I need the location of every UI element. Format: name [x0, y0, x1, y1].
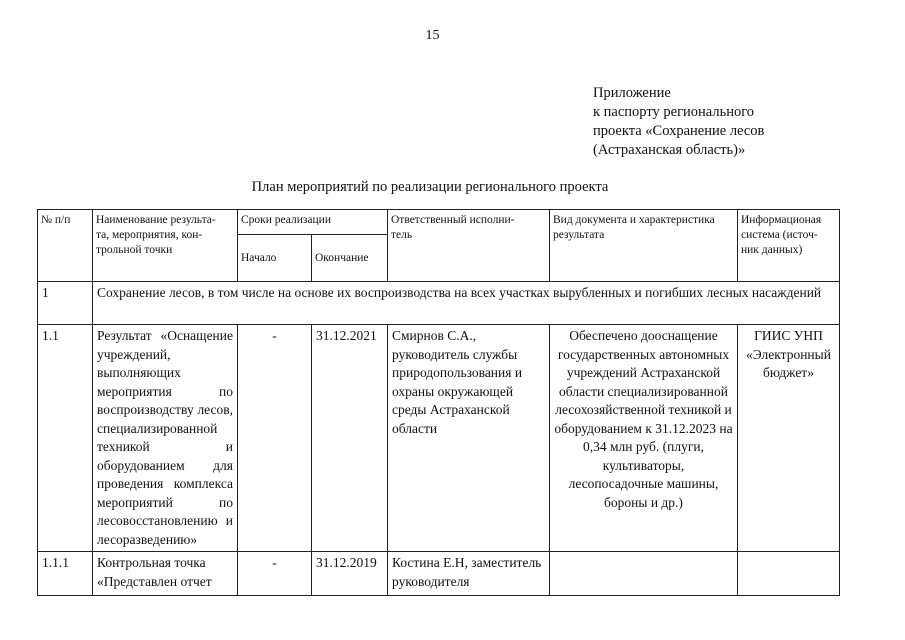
- section-row: [38, 282, 840, 325]
- header-end: Окончание: [312, 235, 388, 282]
- row-num: 1.1.1: [38, 552, 93, 596]
- header-info-line: Информационая: [741, 214, 822, 226]
- row-responsible: Костина Е.Н, заместитель руководителя: [388, 552, 550, 596]
- row-responsible: Смирнов С.А., руководитель службы природопользования и охраны окружающей среды Астраханской области: [388, 325, 550, 552]
- section-title: Сохранение лесов, в том числе на основе их воспроизводства на всех участках вырубленных и погибших лесных насаждений: [93, 282, 840, 325]
- row-name: Контрольная точка «Представлен отчет: [93, 552, 238, 596]
- row-num: 1.1: [38, 325, 93, 552]
- header-info-line: система (источ-: [741, 229, 818, 241]
- header-name-line: трольной точки: [96, 244, 173, 256]
- appendix-line-2: к паспорту регионального: [593, 104, 755, 120]
- page-number: 15: [425, 28, 440, 43]
- row-start: -: [238, 325, 312, 552]
- header-document-line: результата: [553, 229, 605, 241]
- row-document: [550, 552, 738, 596]
- row-document: Обеспечено дооснащение государственных автономных учреждений Астраханской области специализированной лесохозяйственной техникой и оборудованием к 31.12.2023 на 0,34 млн руб. (плуги, культиваторы, лесопосадочные машины, бороны и др.): [550, 325, 738, 552]
- appendix-line-4: (Астраханская область)»: [593, 142, 746, 158]
- appendix-note: [593, 84, 764, 160]
- appendix-line-1: Приложение: [593, 85, 671, 101]
- table-row: [38, 552, 840, 596]
- section-num: 1: [38, 282, 93, 325]
- header-name-line: Наименование результа-: [96, 214, 216, 226]
- header-name-line: та, мероприятия, кон-: [96, 229, 203, 241]
- header-start: Начало: [238, 235, 312, 282]
- header-responsible-line: Ответственный исполни-: [391, 214, 515, 226]
- header-info-line: ник данных): [741, 244, 803, 256]
- plan-table: [37, 209, 840, 596]
- row-start: -: [238, 552, 312, 596]
- row-info: [738, 552, 840, 596]
- header-responsible-line: тель: [391, 229, 413, 241]
- header-num: № п/п: [38, 210, 93, 282]
- row-end: 31.12.2021: [312, 325, 388, 552]
- header-info: [738, 210, 840, 282]
- header-row: [38, 210, 840, 235]
- appendix-line-3: проекта «Сохранение лесов: [593, 123, 765, 139]
- row-info: ГИИС УНП «Электронный бюджет»: [738, 325, 840, 552]
- header-responsible: [388, 210, 550, 282]
- row-name: Результат «Оснащение учреждений, выполняющих мероприятия по воспроизводству лесов, специализированной техникой и оборудованием для проведения комплекса мероприятий по лесовосстановлению и лесоразведению»: [93, 325, 238, 552]
- header-document-line: Вид документа и характеристика: [553, 214, 715, 226]
- header-document: [550, 210, 738, 282]
- header-terms: Сроки реализации: [238, 210, 388, 235]
- plan-title: План мероприятий по реализации регионального проекта: [251, 179, 609, 195]
- row-end: 31.12.2019: [312, 552, 388, 596]
- header-name: [93, 210, 238, 282]
- table-row: [38, 325, 840, 552]
